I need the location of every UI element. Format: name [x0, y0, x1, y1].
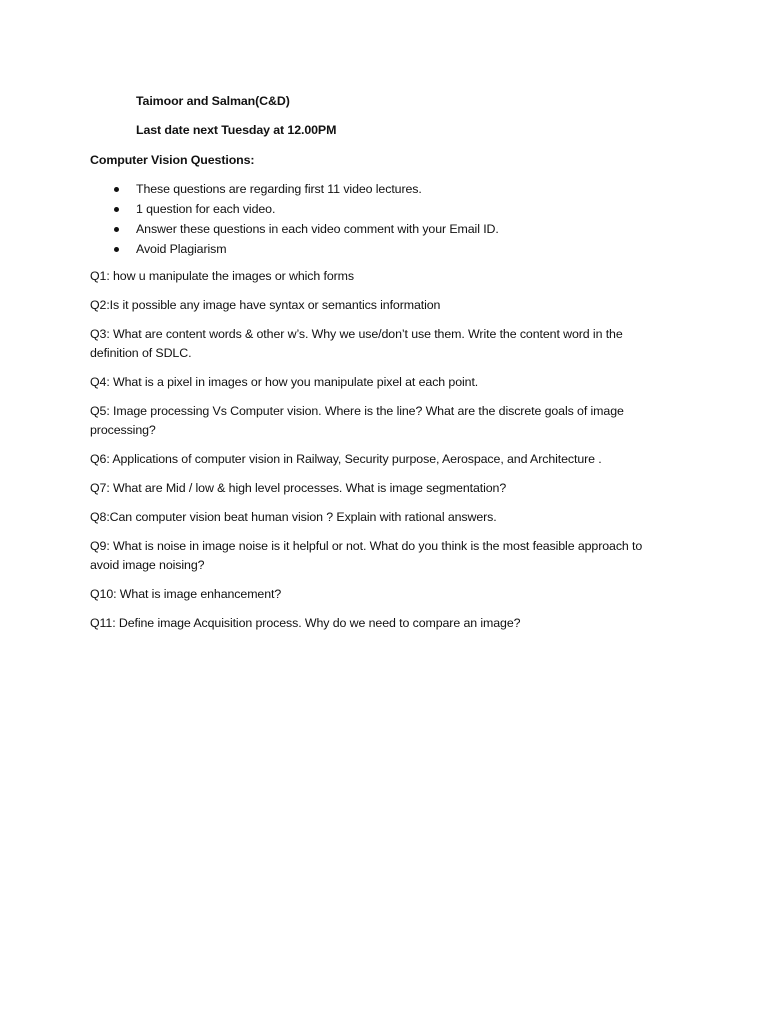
- question-text-continued: processing?: [90, 423, 156, 437]
- question-3: [90, 325, 690, 363]
- bullet-icon: [114, 227, 119, 232]
- question-text: Q8:Can computer vision beat human vision ? Explain with rational answers.: [90, 510, 497, 524]
- list-item-text: Answer these questions in each video comment with your Email ID.: [136, 222, 499, 236]
- question-4: [90, 373, 690, 392]
- list-item-text: These questions are regarding first 11 video lectures.: [136, 182, 422, 196]
- bullet-icon: [114, 187, 119, 192]
- question-text: Q6: Applications of computer vision in Railway, Security purpose, Aerospace, and Architecture .: [90, 452, 602, 466]
- assignee-names: Taimoor and Salman(C&D): [136, 94, 290, 108]
- question-text: Q10: What is image enhancement?: [90, 587, 282, 601]
- question-1: [90, 267, 690, 286]
- question-11: [90, 614, 690, 633]
- question-text: Q5: Image processing Vs Computer vision. Where is the line? What are the discrete goals of image: [90, 404, 624, 418]
- question-6: [90, 450, 690, 469]
- question-2: [90, 296, 690, 315]
- question-text: Q7: What are Mid / low & high level processes. What is image segmentation?: [90, 481, 507, 495]
- question-7: [90, 479, 690, 498]
- question-8: [90, 508, 690, 527]
- bullet-icon: [114, 207, 119, 212]
- question-9: [90, 537, 690, 575]
- bullet-icon: [114, 247, 119, 252]
- list-item-text: 1 question for each video.: [136, 202, 276, 216]
- question-5: [90, 402, 690, 440]
- question-10: [90, 585, 690, 604]
- question-text: Q4: What is a pixel in images or how you manipulate pixel at each point.: [90, 375, 479, 389]
- question-text: Q2:Is it possible any image have syntax or semantics information: [90, 298, 441, 312]
- question-text: Q11: Define image Acquisition process. Why do we need to compare an image?: [90, 616, 521, 630]
- question-text-continued: avoid image noising?: [90, 558, 205, 572]
- question-text: Q1: how u manipulate the images or which forms: [90, 269, 354, 283]
- section-title: Computer Vision Questions:: [90, 153, 255, 167]
- question-text: Q3: What are content words & other w’s. Why we use/don’t use them. Write the content word in the: [90, 327, 623, 341]
- list-item-text: Avoid Plagiarism: [136, 242, 227, 256]
- question-text-continued: definition of SDLC.: [90, 346, 192, 360]
- deadline-text: Last date next Tuesday at 12.00PM: [136, 123, 337, 137]
- question-text: Q9: What is noise in image noise is it helpful or not. What do you think is the most feasible approach to: [90, 539, 643, 553]
